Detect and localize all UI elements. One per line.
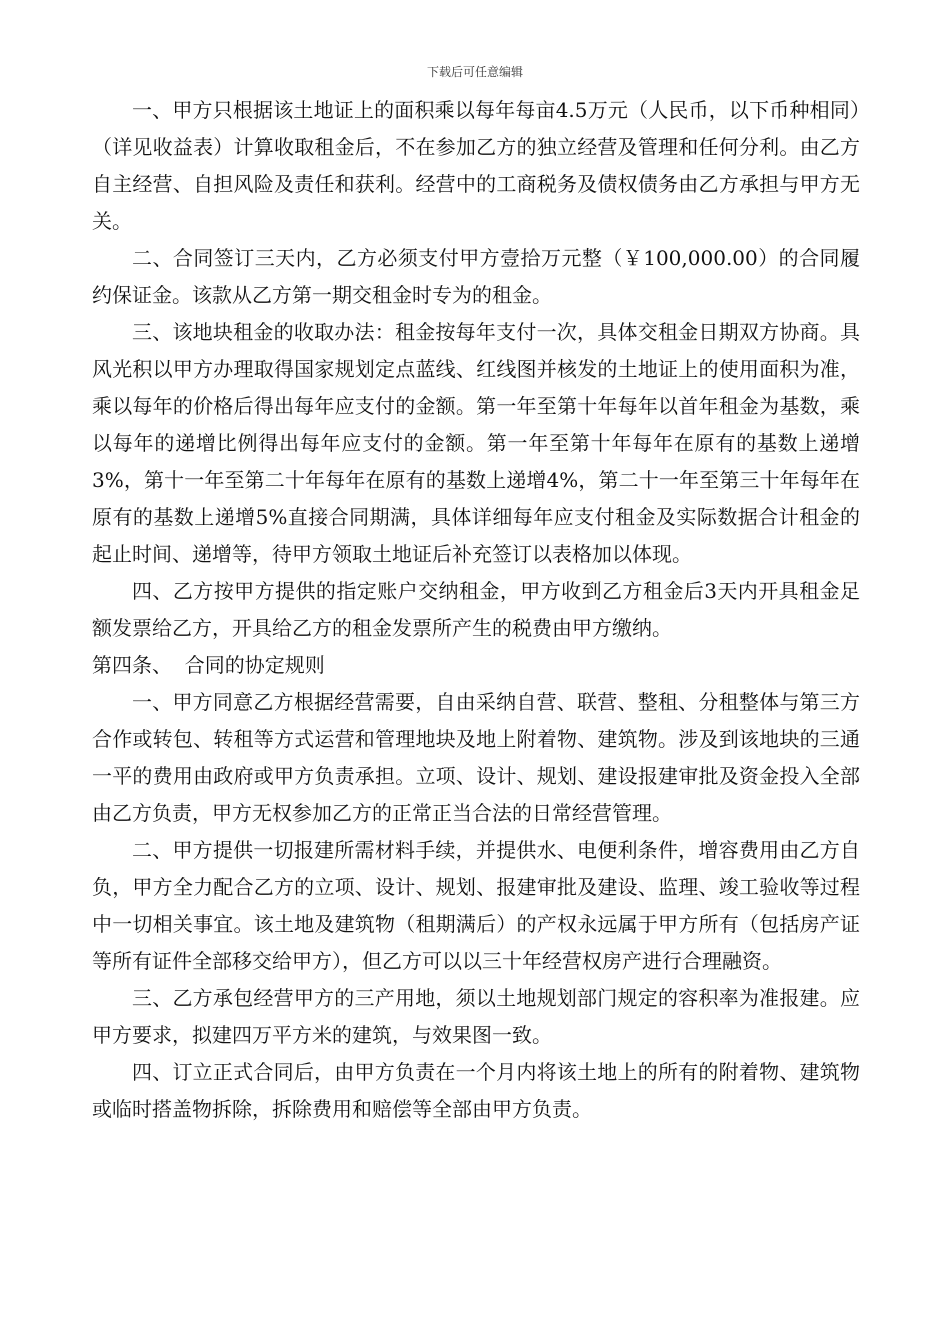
- rule-paragraph-4: 四、订立正式合同后，由甲方负责在一个月内将该土地上的所有的附着物、建筑物或临时搭盖物拆除，拆除费用和赔偿等全部由甲方负责。: [92, 1060, 860, 1121]
- rule-paragraph-2: 二、甲方提供一切报建所需材料手续，并提供水、电便利条件，增容费用由乙方自负，甲方全力配合乙方的立项、设计、规划、报建审批及建设、监理、竣工验收等过程中一切相关事宜。该土地及建筑物（租期满后）的产权永远属于甲方所有（包括房产证等所有证件全部移交给甲方），但乙方可以以三十年经营权房产进行合理融资。: [92, 838, 860, 973]
- header-note: 下载后可任意编辑: [426, 65, 523, 79]
- clause-paragraph-4: 四、乙方按甲方提供的指定账户交纳租金，甲方收到乙方租金后3天内开具租金足额发票给乙方，开具给乙方的租金发票所产生的税费由甲方缴纳。: [92, 579, 860, 640]
- section-heading: 第四条、 合同的协定规则: [92, 653, 325, 677]
- contract-body: [92, 92, 860, 1128]
- clause-paragraph-2: 二、合同签订三天内，乙方必须支付甲方壹拾万元整（￥100,000.00）的合同履约保证金。该款从乙方第一期交租金时专为的租金。: [92, 246, 860, 307]
- rule-paragraph-1: 一、甲方同意乙方根据经营需要，自由采纳自营、联营、整租、分租整体与第三方合作或转包、转租等方式运营和管理地块及地上附着物、建筑物。涉及到该地块的三通一平的费用由政府或甲方负责承担。立项、设计、规划、建设报建审批及资金投入全部由乙方负责，甲方无权参加乙方的正常正当合法的日常经营管理。: [92, 690, 860, 825]
- clause-paragraph-1: 一、甲方只根据该土地证上的面积乘以每年每亩4.5万元（人民币，以下币种相同）（详见收益表）计算收取租金后，不在参加乙方的独立经营及管理和任何分利。由乙方自主经营、自担风险及责任和获利。经营中的工商税务及债权债务由乙方承担与甲方无关。: [92, 98, 860, 233]
- clause-paragraph-3: 三、该地块租金的收取办法：租金按每年支付一次，具体交租金日期双方协商。具风光积以甲方办理取得国家规划定点蓝线、红线图并核发的土地证上的使用面积为准，乘以每年的价格后得出每年应支付的金额。第一年至第十年每年以首年租金为基数，乘以每年的递增比例得出每年应支付的金额。第一年至第十年每年在原有的基数上递增3%，第十一年至第二十年每年在原有的基数上递增4%，第二十一年至第三十年每年在原有的基数上递增5%直接合同期满，具体详细每年应支付租金及实际数据合计租金的起止时间、递增等，待甲方领取土地证后补充签订以表格加以体现。: [92, 320, 860, 566]
- rule-paragraph-3: 三、乙方承包经营甲方的三产用地，须以土地规划部门规定的容积率为准报建。应甲方要求，拟建四万平方米的建筑，与效果图一致。: [92, 986, 860, 1047]
